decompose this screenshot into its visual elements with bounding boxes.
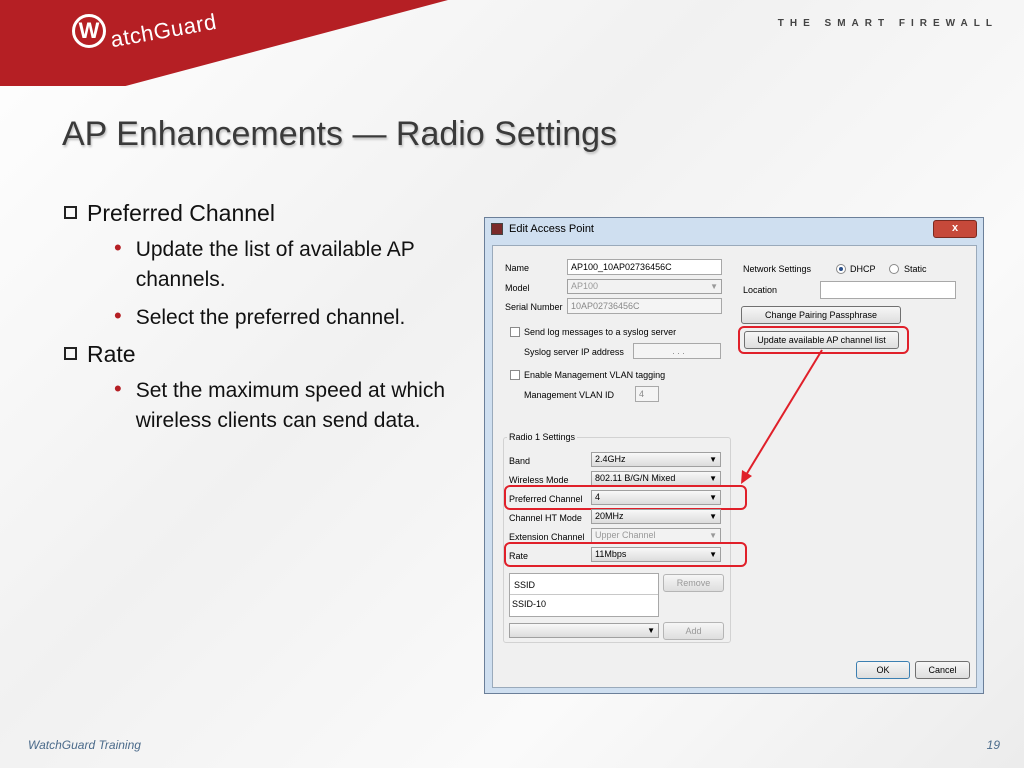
dialog-title: Edit Access Point [509, 223, 594, 235]
bullet-dot-icon: • [114, 376, 122, 401]
band-label: Band [509, 456, 531, 466]
bullet-dot-icon: • [114, 303, 122, 328]
preferred-channel-select[interactable]: 4 ▼ [591, 490, 721, 505]
location-label: Location [743, 285, 778, 295]
sub-bullet: • Set the maximum speed at which wireless clients can send data. [114, 376, 464, 436]
wireless-mode-label: Wireless Mode [509, 475, 569, 485]
radio-group-title: Radio 1 Settings [509, 432, 576, 442]
remove-button[interactable]: Remove [663, 574, 724, 592]
vlan-label: Enable Management VLAN tagging [524, 370, 666, 380]
network-settings-label: Network Settings [743, 264, 812, 274]
arrow-line [746, 350, 822, 475]
sub-bullet: • Update the list of available AP channels. [114, 235, 464, 295]
extension-channel-label: Extension Channel [509, 532, 585, 542]
vlan-id-stepper[interactable]: 4 [635, 386, 659, 402]
chevron-down-icon: ▼ [709, 455, 717, 464]
chevron-down-icon: ▼ [709, 512, 717, 521]
chevron-down-icon: ▼ [709, 550, 717, 559]
sub-bullet: • Select the preferred channel. [114, 303, 464, 333]
page-number: 19 [986, 738, 1000, 752]
tagline: THE SMART FIREWALL [777, 18, 998, 29]
arrow-head-icon [741, 470, 752, 484]
logo-w-mark: W [72, 14, 106, 48]
model-label: Model [505, 283, 530, 293]
channel-ht-select[interactable]: 20MHz ▼ [591, 509, 721, 524]
slide-title: AP Enhancements — Radio Settings [62, 115, 618, 153]
extension-channel-select[interactable]: Upper Channel ▼ [591, 528, 721, 543]
band-select[interactable]: 2.4GHz ▼ [591, 452, 721, 467]
footer-label: WatchGuard Training [28, 738, 141, 752]
cancel-button[interactable]: Cancel [915, 661, 970, 679]
syslog-ip-label: Syslog server IP address [524, 347, 624, 357]
chevron-down-icon: ▼ [709, 474, 717, 483]
wireless-mode-select[interactable]: 802.11 B/G/N Mixed ▼ [591, 471, 721, 486]
update-channel-list-button[interactable]: Update available AP channel list [744, 331, 899, 349]
ssid-header: SSID [514, 580, 536, 590]
chevron-down-icon: ▼ [647, 626, 655, 635]
channel-ht-label: Channel HT Mode [509, 513, 582, 523]
syslog-ip-field[interactable]: . . . [633, 343, 721, 359]
bullet-preferred-channel: Preferred Channel [64, 200, 464, 227]
serial-label: Serial Number [505, 302, 563, 312]
dhcp-label: DHCP [850, 264, 876, 274]
rate-label: Rate [509, 551, 529, 561]
vlan-id-label: Management VLAN ID [524, 390, 615, 400]
chevron-down-icon: ▼ [709, 493, 717, 502]
preferred-channel-label: Preferred Channel [509, 494, 583, 504]
list-item[interactable]: SSID-10 [512, 599, 547, 609]
syslog-label: Send log messages to a syslog server [524, 327, 677, 337]
change-passphrase-button[interactable]: Change Pairing Passphrase [741, 306, 901, 324]
static-label: Static [904, 264, 927, 274]
ok-button[interactable]: OK [856, 661, 910, 679]
add-button[interactable]: Add [663, 622, 724, 640]
close-button[interactable]: x [933, 220, 977, 238]
name-field[interactable]: AP100_10AP02736456C [567, 259, 722, 275]
chevron-down-icon: ▼ [709, 531, 717, 540]
model-select[interactable]: AP100 ▼ [567, 279, 722, 294]
bullet-dot-icon: • [114, 235, 122, 260]
chevron-down-icon: ▼ [710, 282, 718, 291]
name-label: Name [505, 263, 530, 273]
rate-select[interactable]: 11Mbps ▼ [591, 547, 721, 562]
logo-text: atchGuard [108, 8, 219, 53]
bullet-rate: Rate [64, 341, 464, 368]
serial-field[interactable]: 10AP02736456C [567, 298, 722, 314]
